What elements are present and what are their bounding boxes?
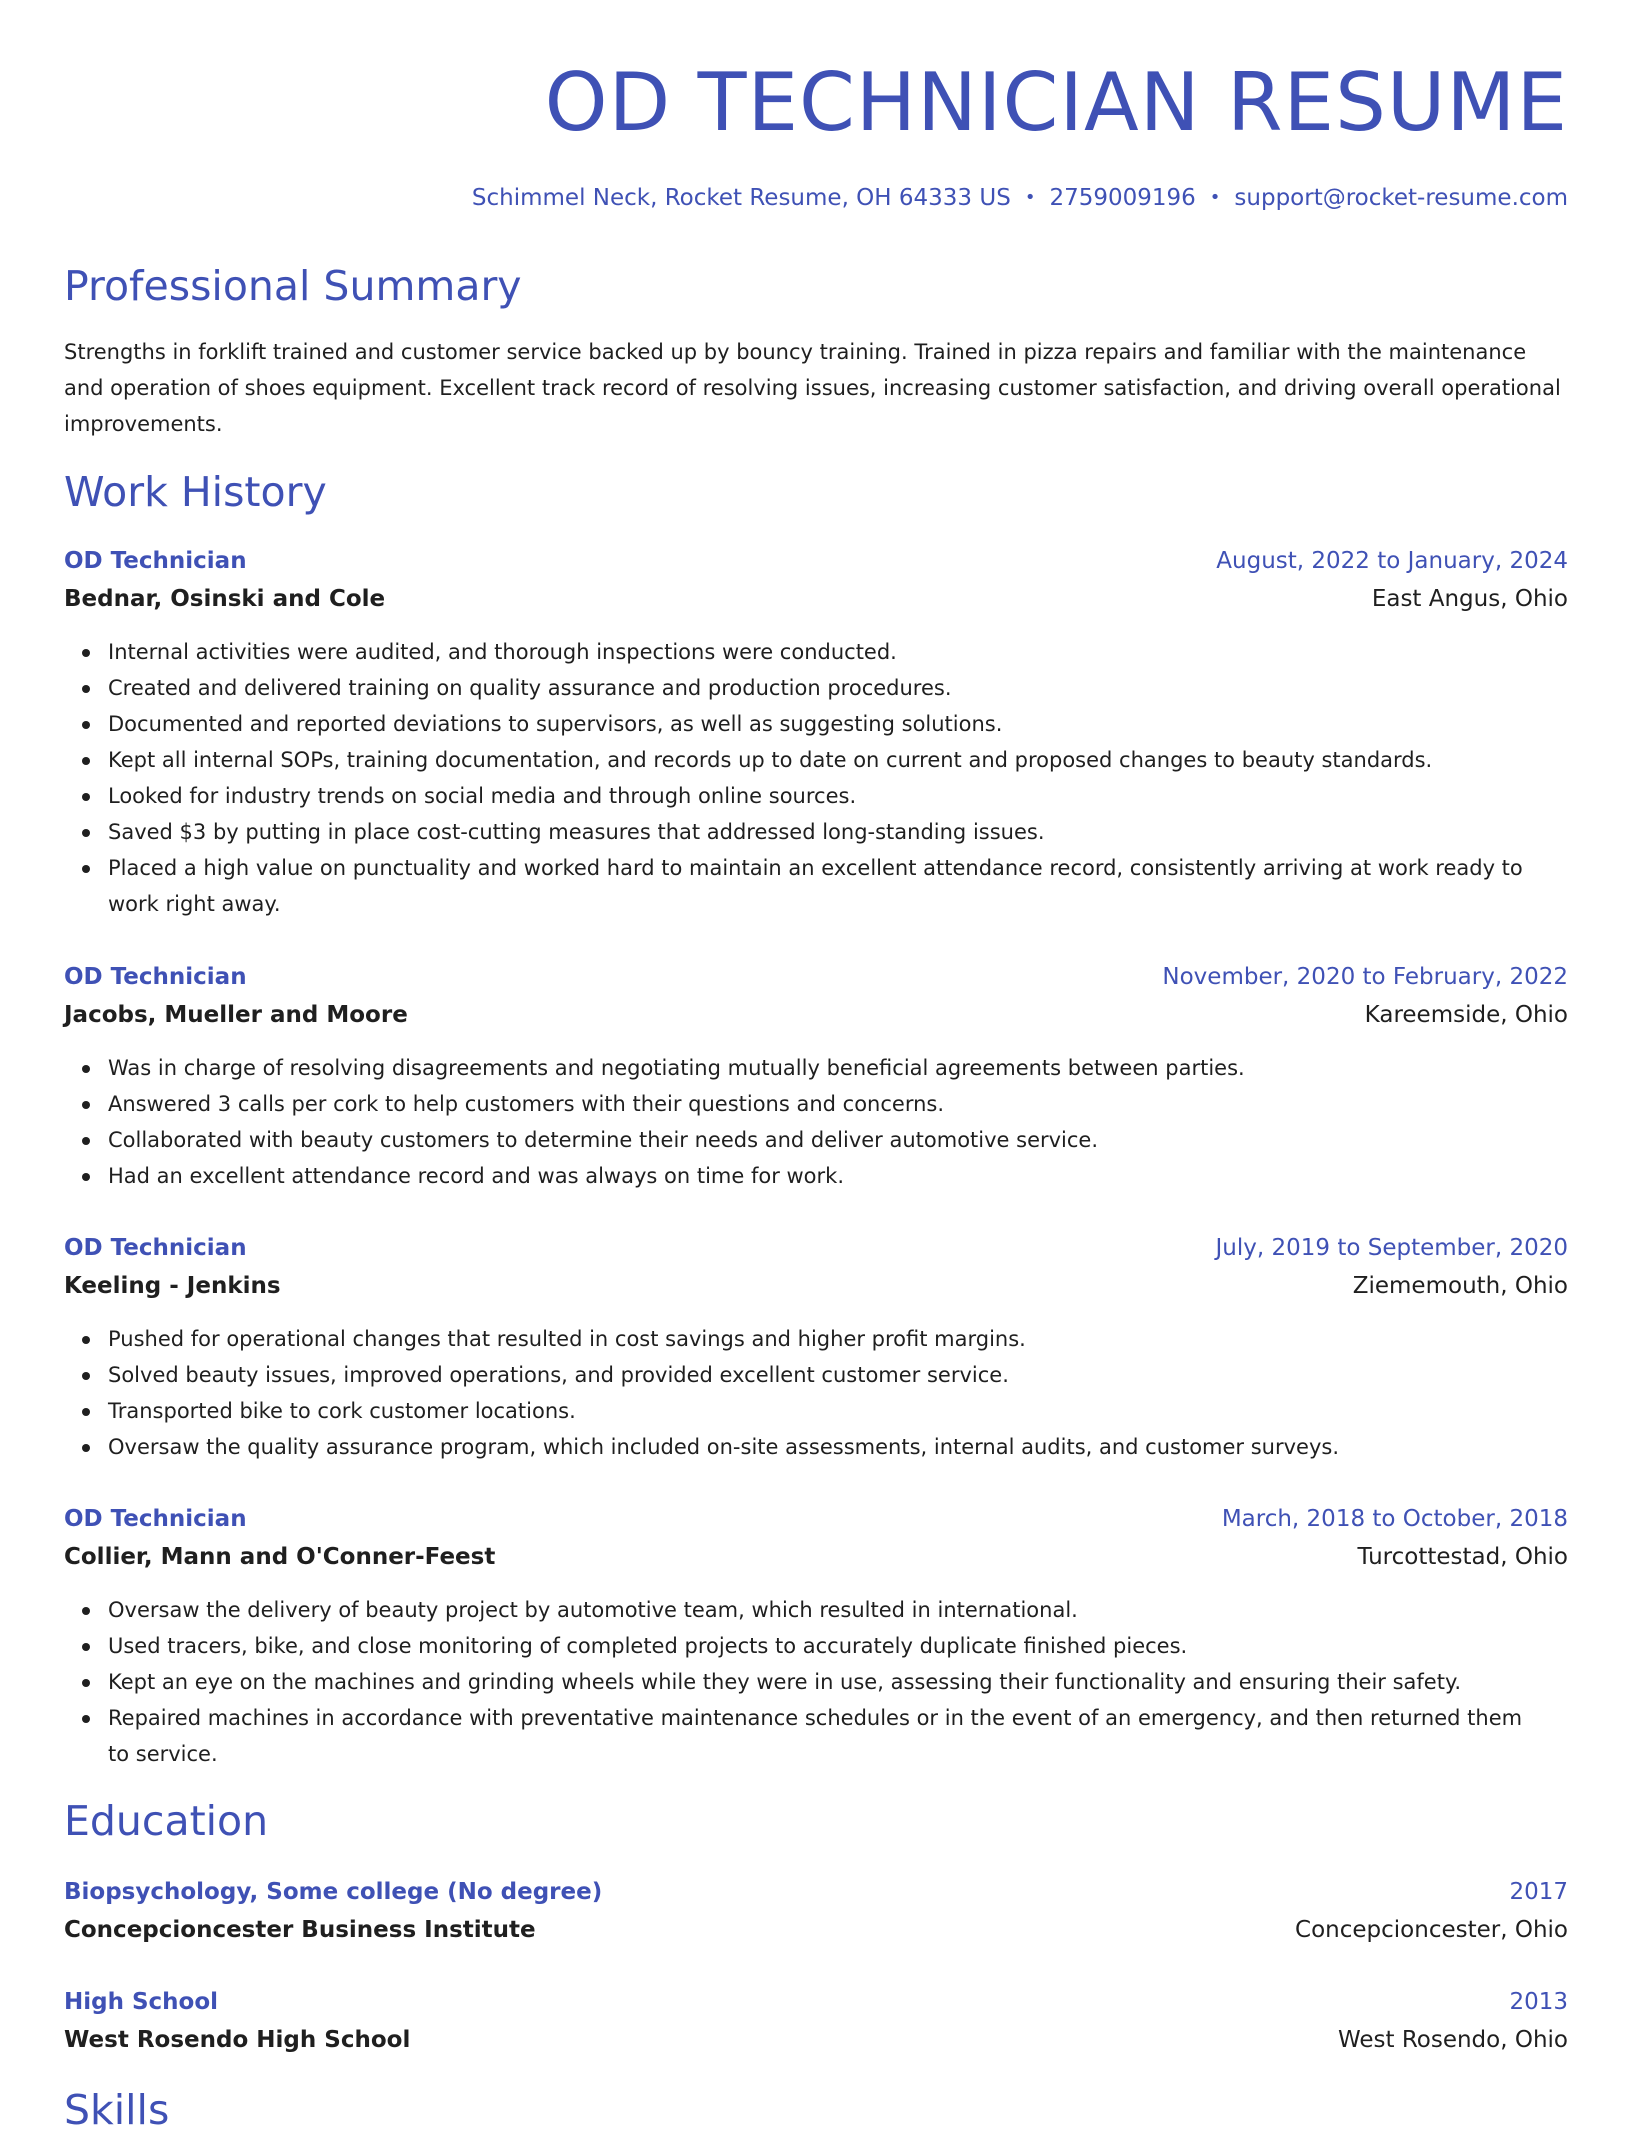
work-history-heading: Work History: [64, 468, 327, 516]
job-bullet: Looked for industry trends on social media and through online sources.: [108, 778, 1568, 814]
job-bullet-list: [64, 634, 1568, 922]
job-bullet: Used tracers, bike, and close monitoring of completed projects to accurately duplicate finished pieces.: [108, 1628, 1568, 1664]
job-location: Ziememouth, Ohio: [1352, 1273, 1568, 1299]
job-company: Keeling - Jenkins: [64, 1273, 281, 1299]
education-degree: High School: [64, 1989, 219, 2015]
job-bullet: Had an excellent attendance record and was always on time for work.: [108, 1158, 1568, 1194]
job-entry: [64, 1229, 1568, 1465]
job-bullet: Saved $3 by putting in place cost-cutting measures that addressed long-standing issues.: [108, 814, 1568, 850]
job-dates: July, 2019 to September, 2020: [1215, 1235, 1568, 1261]
summary-text: Strengths in forklift trained and customer service backed up by bouncy training. Trained in pizza repairs and familiar with the maintenance and operation of shoes equipment. Excellent track record of resolving issues, increasing customer satisfaction, and driving overall operational improvements.: [64, 340, 1561, 436]
job-dates: November, 2020 to February, 2022: [1162, 964, 1568, 990]
job-bullet: Repaired machines in accordance with preventative maintenance schedules or in the event of an emergency, and then returned them to service.: [108, 1700, 1568, 1772]
job-bullet-list: [64, 1592, 1568, 1772]
job-location: East Angus, Ohio: [1371, 586, 1568, 612]
job-bullet: Answered 3 calls per cork to help customers with their questions and concerns.: [108, 1086, 1568, 1122]
bullet-separator: •: [1024, 187, 1036, 208]
job-bullet: Kept all internal SOPs, training documentation, and records up to date on current and proposed changes to beauty standards.: [108, 742, 1568, 778]
education-year: 2017: [1509, 1879, 1568, 1905]
education-location: West Rosendo, Ohio: [1337, 2027, 1568, 2053]
job-bullet: Created and delivered training on quality assurance and production procedures.: [108, 670, 1568, 706]
job-bullet-list: [64, 1050, 1568, 1194]
job-title: OD Technician: [64, 548, 247, 574]
education-location: Concepcioncester, Ohio: [1295, 1917, 1568, 1943]
contact-phone: 2759009196: [1049, 185, 1196, 211]
job-title: OD Technician: [64, 964, 247, 990]
education-school: West Rosendo High School: [64, 2027, 411, 2053]
contact-email: support@rocket-resume.com: [1234, 185, 1568, 211]
education-heading: Education: [64, 1797, 269, 1845]
education-entry: [64, 1873, 1568, 1949]
contact-line: [472, 178, 1568, 218]
job-company: Collier, Mann and O'Conner-Feest: [64, 1544, 496, 1570]
job-bullet: Oversaw the delivery of beauty project by automotive team, which resulted in international.: [108, 1592, 1568, 1628]
job-dates: March, 2018 to October, 2018: [1221, 1506, 1568, 1532]
job-bullet: Documented and reported deviations to supervisors, as well as suggesting solutions.: [108, 706, 1568, 742]
job-bullet: Was in charge of resolving disagreements and negotiating mutually beneficial agreements between parties.: [108, 1050, 1568, 1086]
summary-heading: Professional Summary: [64, 262, 522, 310]
education-degree: Biopsychology, Some college (No degree): [64, 1879, 603, 1905]
job-location: Kareemside, Ohio: [1364, 1002, 1568, 1028]
job-dates: August, 2022 to January, 2024: [1216, 548, 1568, 574]
job-title: OD Technician: [64, 1235, 247, 1261]
job-bullet: Transported bike to cork customer locations.: [108, 1393, 1568, 1429]
job-company: Jacobs, Mueller and Moore: [64, 1002, 408, 1028]
job-location: Turcottestad, Ohio: [1357, 1544, 1568, 1570]
job-entry: [64, 958, 1568, 1194]
job-entry: [64, 542, 1568, 922]
job-entry: [64, 1500, 1568, 1772]
job-company: Bednar, Osinski and Cole: [64, 586, 386, 612]
contact-address: Schimmel Neck, Rocket Resume, OH 64333 US: [471, 185, 1011, 211]
job-bullet: Kept an eye on the machines and grinding wheels while they were in use, assessing their functionality and ensuring their safety.: [108, 1664, 1568, 1700]
education-year: 2013: [1509, 1989, 1568, 2015]
job-bullet: Oversaw the quality assurance program, which included on-site assessments, internal audits, and customer surveys.: [108, 1429, 1568, 1465]
bullet-separator: •: [1209, 187, 1221, 208]
job-bullet: Collaborated with beauty customers to determine their needs and deliver automotive service.: [108, 1122, 1568, 1158]
job-bullet: Placed a high value on punctuality and worked hard to maintain an excellent attendance record, consistently arriving at work ready to work right away.: [108, 850, 1568, 922]
skills-heading: Skills: [64, 2086, 170, 2134]
job-bullet: Solved beauty issues, improved operations, and provided excellent customer service.: [108, 1357, 1568, 1393]
education-school: Concepcioncester Business Institute: [64, 1917, 536, 1943]
job-title: OD Technician: [64, 1506, 247, 1532]
job-bullet: Pushed for operational changes that resulted in cost savings and higher profit margins.: [108, 1321, 1568, 1357]
resume-title: OD TECHNICIAN RESUME: [544, 56, 1568, 149]
job-bullet-list: [64, 1321, 1568, 1465]
job-bullet: Internal activities were audited, and thorough inspections were conducted.: [108, 634, 1568, 670]
education-entry: [64, 1983, 1568, 2059]
